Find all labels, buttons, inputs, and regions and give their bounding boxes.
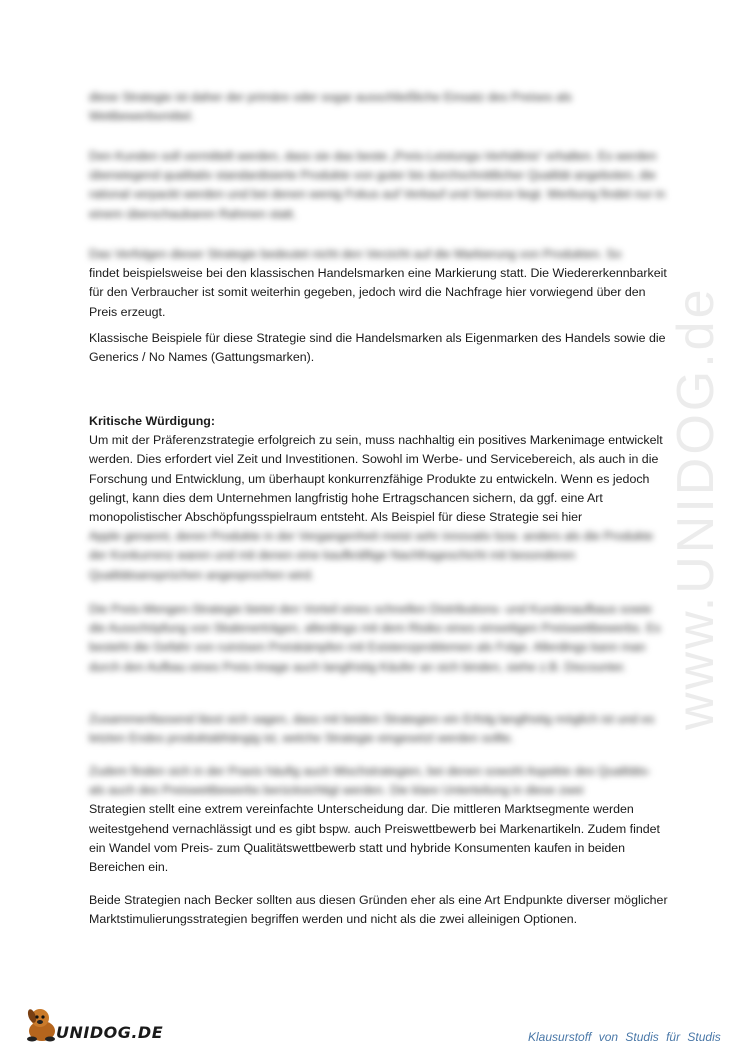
paragraph-8-blurred-lead: Zudem finden sich in der Praxis häufig auch Mischstrategien, bei denen sowohl Aspekte des Qualitäts- als auch des Preiswettbewerbs berücksichtigt werden. Die klare Unterteilung in diese zwei bbox=[89, 764, 652, 798]
paragraph-6: Die Preis-Mengen-Strategie bietet den Vorteil eines schnellen Distributions- und Kundenaufbaus sowie die Ausschöpfung von Skalenerträgen, allerdings mit dem Risiko eines einseitigen Preiswettbewerbs. Es besteht die Gefahr von ruinösen Preiskämpfen mit Existenzproblemen als Folge. Allerdings kann man durch den Aufbau eines Preis-Image auch langfristig Käufer an sich binden, siehe z.B. Discounter. bbox=[89, 602, 661, 674]
paragraph-3-text: findet beispielsweise bei den klassischen Handelsmarken eine Markierung statt. Die Wiedererkennbarkeit für den Verbraucher ist somit weiterhin gegeben, jedoch wird die Nachfrage hier vorwiegend über den Preis erzeugt. bbox=[89, 266, 667, 319]
section-heading: Kritische Würdigung: bbox=[89, 414, 215, 428]
paragraph-3 bbox=[89, 245, 669, 322]
paragraph-8-text: Strategien stellt eine extrem vereinfachte Unterscheidung dar. Die mittleren Marktsegmente werden weitestgehend vernachlässigt und es gibt bspw. auch Preiswettbewerb bei Markenartikeln. Zudem findet ein Wandel vom Preis- zum Qualitätswettbewerb statt und hybride Konsumenten kaufen in beiden Bereichen ein. bbox=[89, 802, 660, 875]
section-blurred-tail: Apple genannt, deren Produkte in der Vergangenheit meist sehr innovativ bzw. anders als die Produkte der Konkurrenz waren und mit denen eine kaufkräftige Nachfrageschicht mit besonderen Qualitätsansprüchen angesprochen wird. bbox=[89, 529, 654, 582]
section-text: Um mit der Präferenzstrategie erfolgreich zu sein, muss nachhaltig ein positives Markenimage entwickelt werden. Dies erfordert viel Zeit und Investitionen. Sowohl im Werbe- und Servicebereich, als auch in die Forschung und Entwicklung, um überhaupt konkurrenzfähige Produkte zu entwickeln. Wenn es jedoch gelingt, kann dies dem Unternehmen langfristig hohe Ertragschancen sichern, da ggf. eine Art monopolistischer Abschöpfungsspielraum entsteht. Als Beispiel für diese Strategie sei hier bbox=[89, 433, 663, 525]
paragraph-2: Den Kunden soll vermittelt werden, dass sie das beste „Preis-Leistungs-Verhältnis“ erhalten. Es werden überwiegend qualitativ standardisierte Produkte von guter bis durchschnittlicher Qualität angeboten, die rational verpackt werden und bei denen wenig Fokus auf Verkauf und Service liegt. Werbung findet nur in einem überschaubaren Rahmen statt. bbox=[89, 149, 666, 221]
watermark-text: www.UNIDOG.de bbox=[667, 286, 725, 730]
paragraph-9: Beide Strategien nach Becker sollten aus diesen Gründen eher als eine Art Endpunkte diverser möglicher Marktstimulierungsstrategien begriffen werden und nicht als die zwei alleinigen Optionen. bbox=[89, 893, 668, 927]
paragraph-4: Klassische Beispiele für diese Strategie sind die Handelsmarken als Eigenmarken des Handels sowie die Generics / No Names (Gattungsmarken). bbox=[89, 331, 666, 365]
logo-text: UNIDOG.DE bbox=[56, 1023, 164, 1042]
paragraph-8 bbox=[89, 762, 669, 877]
section-critical-review bbox=[89, 412, 669, 585]
footer-tagline: Klausurstoff von Studis für Studis bbox=[528, 1030, 721, 1044]
paragraph-3-blurred-lead: Das Verfolgen dieser Strategie bedeutet nicht den Verzicht auf die Markierung von Produkten. So bbox=[89, 247, 622, 261]
unidog-logo bbox=[22, 1005, 162, 1045]
paragraph-1: diese Strategie ist daher der primäre oder sogar ausschließliche Einsatz des Preises als Wettbewerbsmittel. bbox=[89, 90, 572, 124]
paragraph-7: Zusammenfassend lässt sich sagen, dass mit beiden Strategien ein Erfolg langfristig möglich ist und es letzten Endes produktabhängig ist, welche Strategie eingesetzt werden sollte. bbox=[89, 712, 655, 746]
